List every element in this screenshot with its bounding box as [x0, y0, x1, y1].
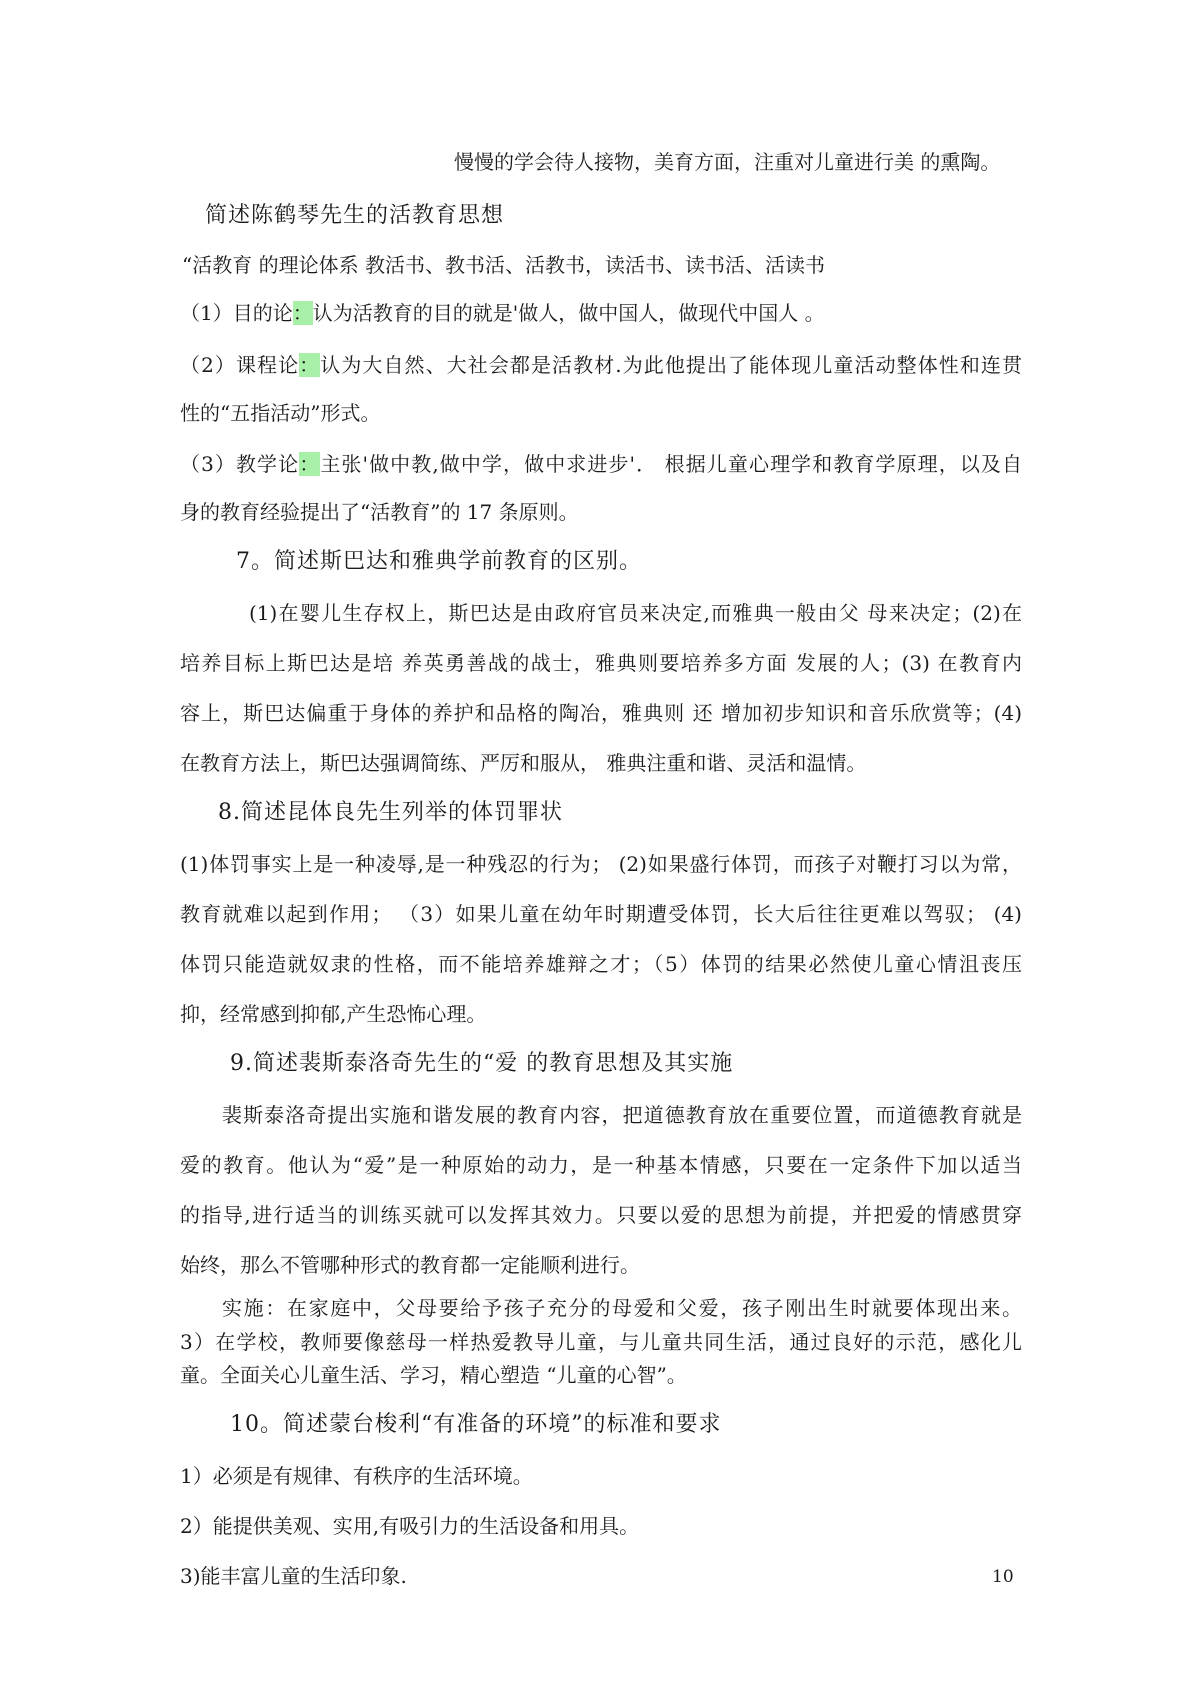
page-number: 10: [992, 1567, 1014, 1587]
q6-point-2-label: （2）课程论: [180, 353, 300, 377]
q6-point-1-label: （1）目的论: [180, 301, 293, 325]
q9-impl-line-3: 童。全面关心儿童生活、学习，精心塑造 “儿童的心智”。: [180, 1363, 687, 1387]
q6-point-2: [180, 350, 1022, 380]
highlight-mark: ：: [299, 353, 321, 377]
q7-line-2: 培养目标上斯巴达是培 养英勇善战的战士，雅典则要培养多方面 发展的人；(3) 在教育内: [180, 651, 1022, 675]
q6-point-1-text: 认为活教育的目的就是'做人，做中国人，做现代中国人 。: [312, 301, 825, 325]
q9-line-4: 始终，那么不管哪种形式的教育都一定能顺利进行。: [180, 1253, 640, 1277]
q6-point-2-text: 认为大自然、大社会都是活教材.为此他提出了能体现儿童活动整体性和连贯: [320, 353, 1023, 377]
q9-line-1: 裴斯泰洛奇提出实施和谐发展的教育内容，把道德教育放在重要位置，而道德教育就是: [222, 1103, 1022, 1127]
q9-impl-line-1: 实施：在家庭中，父母要给予孩子充分的母爱和父爱，孩子刚出生时就要体现出来。: [222, 1296, 1022, 1320]
q9-line-3: 的指导,进行适当的训练买就可以发挥其效力。只要以爱的思想为前提，并把爱的情感贯穿: [180, 1203, 1022, 1227]
q8-line-3: 体罚只能造就奴隶的性格，而不能培养雄辩之才；（5）体罚的结果必然使儿童心情沮丧压: [180, 952, 1022, 976]
highlight-mark: ：: [299, 452, 321, 476]
q6-point-3-text: 主张'做中教,做中学，做中求进步'． 根据儿童心理学和教育学原理，以及自: [320, 452, 1022, 476]
q6-intro: “活教育 的理论体系 教活书、教书活、活教书，读活书、读书活、活读书: [182, 253, 825, 277]
q6-title: 简述陈鹤琴先生的活教育思想: [205, 203, 505, 228]
q6-point-3-label: （3）教学论: [180, 452, 300, 476]
q8-line-2: 教育就难以起到作用； （3）如果儿童在幼年时期遭受体罚，长大后往往更难以驾驭； (4): [180, 902, 1022, 926]
q9-impl-line-2: 3）在学校，教师要像慈母一样热爱教导儿童，与儿童共同生活，通过良好的示范，感化儿: [180, 1330, 1022, 1354]
q9-line-2: 爱的教育。他认为“爱”是一种原始的动力，是一种基本情感，只要在一定条件下加以适当: [180, 1153, 1022, 1177]
continuation-line: 慢慢的学会待人接物，美育方面，注重对儿童进行美 的熏陶。: [454, 150, 1001, 174]
q10-title: 10。简述蒙台梭利“有准备的环境”的标准和要求: [230, 1412, 722, 1437]
q10-item-1: 1）必须是有规律、有秩序的生活环境。: [180, 1464, 533, 1488]
q6-point-1: [180, 298, 825, 328]
q6-point-3-cont: 身的教育经验提出了“活教育”的 17 条原则。: [180, 500, 579, 524]
q8-title: 8.简述昆体良先生列举的体罚罪状: [218, 800, 563, 825]
q8-line-4: 抑，经常感到抑郁,产生恐怖心理。: [180, 1002, 487, 1026]
q9-title: 9.简述裴斯泰洛奇先生的“爱 的教育思想及其实施: [230, 1051, 734, 1076]
q6-point-3: [180, 449, 1022, 479]
q10-item-3: 3)能丰富儿童的生活印象.: [180, 1564, 407, 1588]
q7-line-3: 容上，斯巴达偏重于身体的养护和品格的陶冶，雅典则 还 增加初步知识和音乐欣赏等；(4): [180, 701, 1022, 725]
q6-point-2-cont: 性的“五指活动”形式。: [180, 401, 381, 425]
q7-line-1: (1)在婴儿生存权上，斯巴达是由政府官员来决定,而雅典一般由父 母来决定；(2)在: [249, 601, 1022, 625]
q8-line-1: (1)体罚事实上是一种凌辱,是一种残忍的行为； (2)如果盛行体罚，而孩子对鞭打习以为常，: [180, 852, 1022, 876]
q7-line-4: 在教育方法上，斯巴达强调简练、严厉和服从， 雅典注重和谐、灵活和温情。: [180, 751, 867, 775]
q7-title: 7。简述斯巴达和雅典学前教育的区别。: [236, 549, 642, 574]
q10-item-2: 2）能提供美观、实用,有吸引力的生活设备和用具。: [180, 1514, 640, 1538]
highlight-mark: ：: [292, 301, 313, 325]
